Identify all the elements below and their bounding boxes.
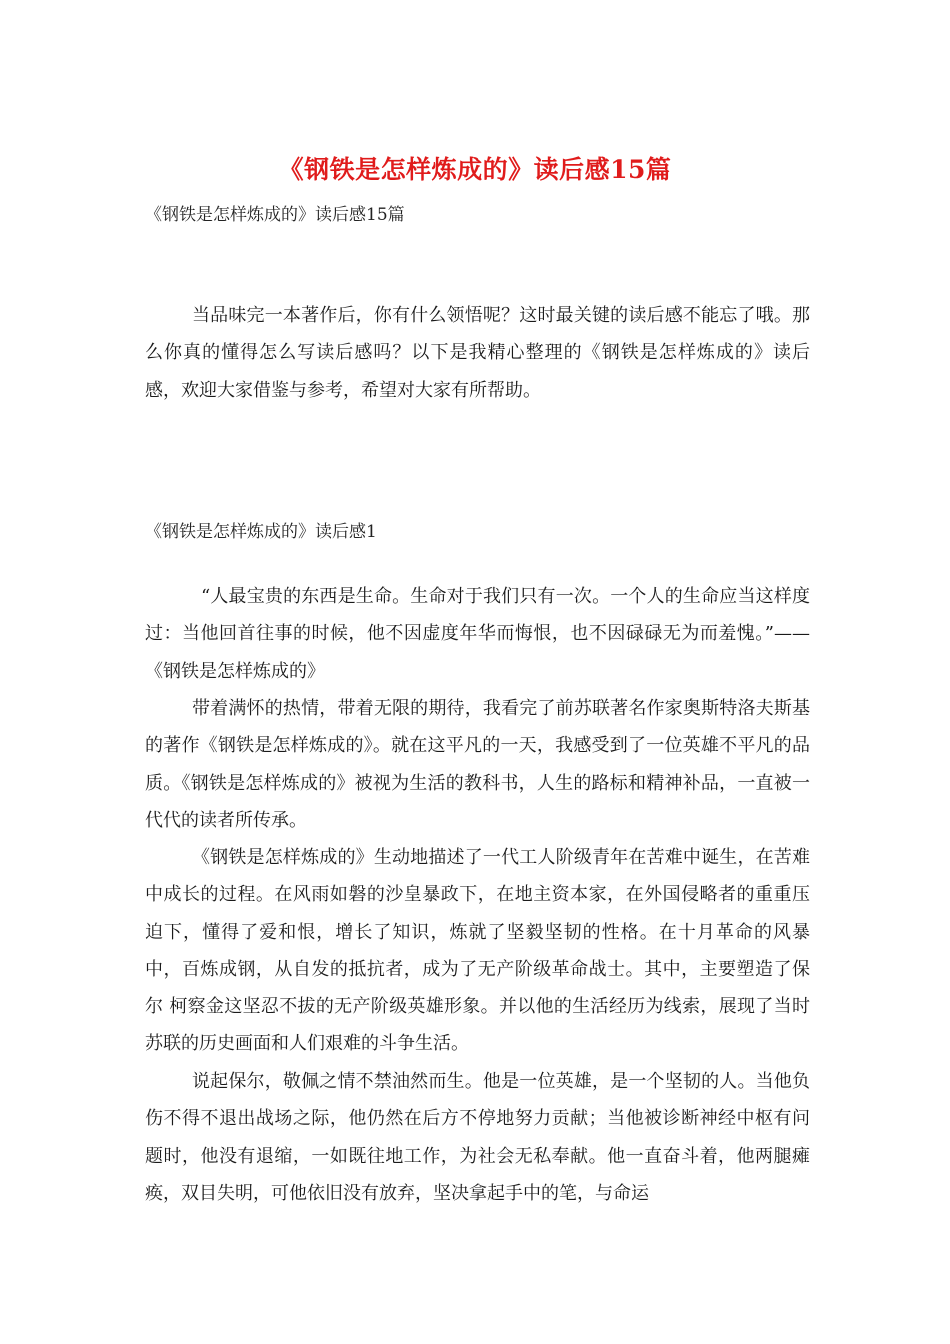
body-paragraph-4: 说起保尔，敬佩之情不禁油然而生。他是一位英雄，是一个坚韧的人。当他负伤不得不退出战场之际，他仍然在后方不停地努力贡献；当他被诊断神经中枢有问题时，他没有退缩，一如既往地工作，为社会无私奉献。他一直奋斗着，他两腿瘫痪，双目失明，可他依旧没有放弃，坚决拿起手中的笔，与命运 <box>145 1071 810 1204</box>
section-heading: 《钢铁是怎样炼成的》读后感1 <box>145 522 377 542</box>
body-paragraph-3: 《钢铁是怎样炼成的》生动地描述了一代工人阶级青年在苦难中诞生，在苦难中成长的过程。在风雨如磐的沙皇暴政下，在地主资本家，在外国侵略者的重重压迫下，懂得了爱和恨，增长了知识，炼就了坚毅坚韧的性格。在十月革命的风暴中，百炼成钢，从自发的抵抗者，成为了无产阶级革命战士。其中，主要塑造了保尔 柯察金这坚忍不拔的无产阶级英雄形象。并以他的生活经历为线索，展现了当时苏联的历史画面和人们艰难的斗争生活。 <box>145 847 810 1055</box>
document-subtitle: 《钢铁是怎样炼成的》读后感15篇 <box>145 205 405 225</box>
intro-paragraph: 当品味完一本著作后，你有什么领悟呢？这时最关键的读后感不能忘了哦。那么你真的懂得怎么写读后感吗？以下是我精心整理的《钢铁是怎样炼成的》读后感，欢迎大家借鉴与参考，希望对大家有所帮助。 <box>145 305 810 401</box>
body-paragraph-1: “人最宝贵的东西是生命。生命对于我们只有一次。一个人的生命应当这样度过：当他回首往事的时候，他不因虚度年华而悔恨，也不因碌碌无为而羞愧。”——《钢铁是怎样炼成的》 <box>145 586 810 682</box>
body-paragraph-2: 带着满怀的热情，带着无限的期待，我看完了前苏联著名作家奥斯特洛夫斯基的著作《钢铁是怎样炼成的》。就在这平凡的一天，我感受到了一位英雄不平凡的品质。《钢铁是怎样炼成的》被视为生活的教科书，人生的路标和精神补品，一直被一代代的读者所传承。 <box>145 698 810 831</box>
document-title: 《钢铁是怎样炼成的》读后感15篇 <box>278 155 672 184</box>
